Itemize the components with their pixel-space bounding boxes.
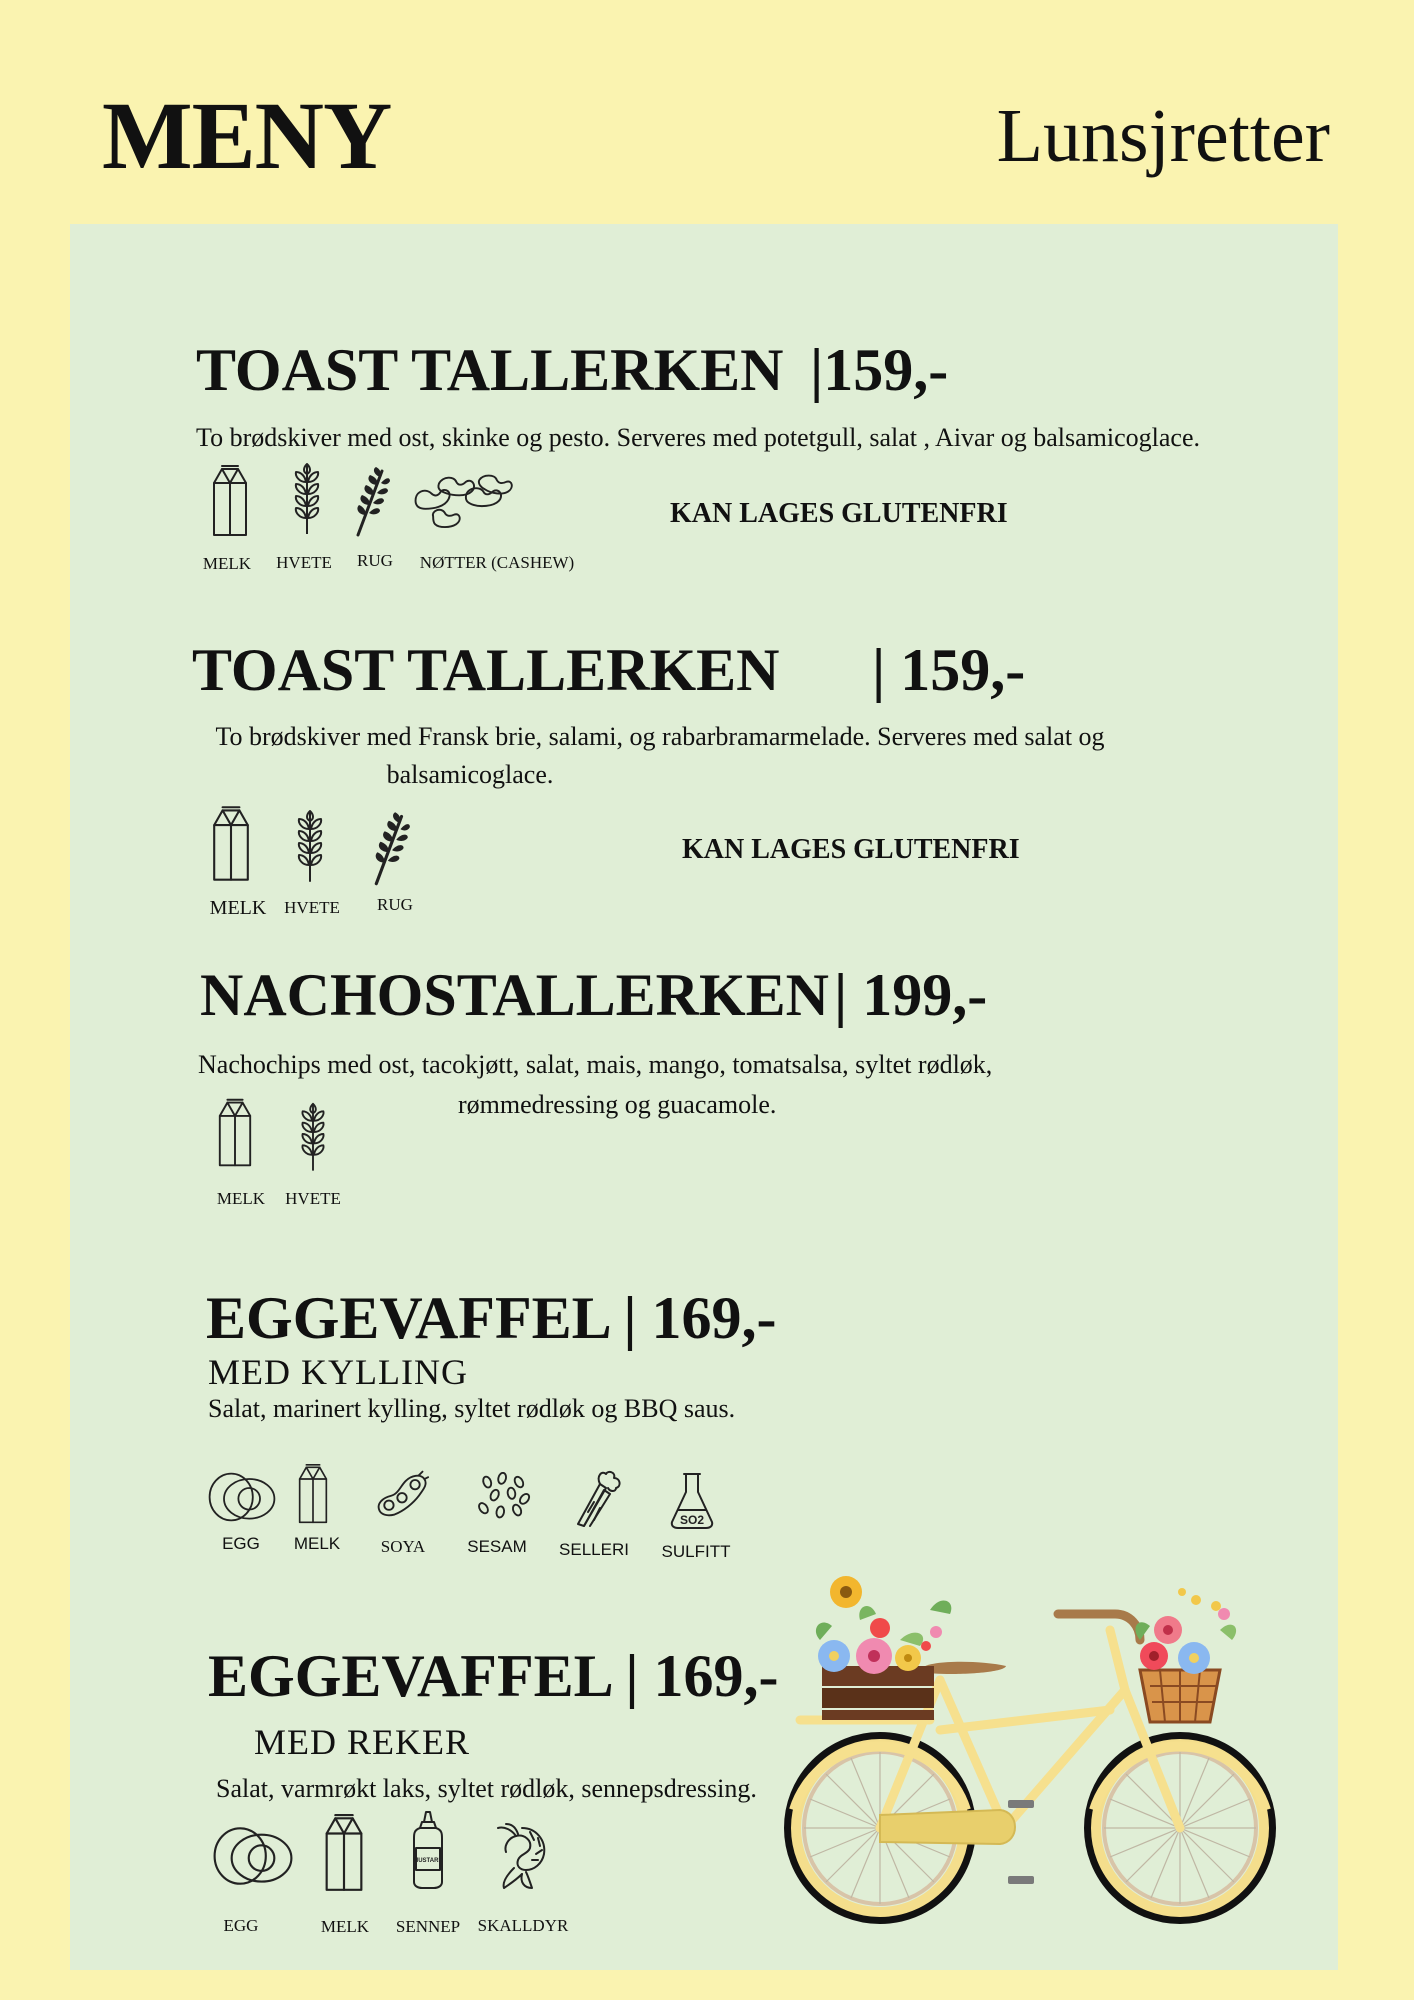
shrimp-icon (494, 1822, 550, 1894)
allergen-label: RUG (377, 895, 413, 914)
allergen-label: HVETE (285, 1189, 341, 1208)
allergen-label: EGG (223, 1916, 259, 1935)
milk-carton-icon (322, 1814, 366, 1892)
milk-carton-icon (296, 1464, 330, 1524)
dish-description: To brødskiver med Fransk brie, salami, og rabarbramarmelade. Serveres med salat og (215, 722, 1105, 751)
flower-crate (822, 1666, 934, 1720)
dish-description: balsamicoglace. (386, 760, 554, 789)
sulfite-symbol: SO2 (679, 1513, 705, 1527)
wheat-icon (296, 1096, 330, 1172)
allergen-label: HVETE (284, 898, 340, 917)
dish-price: |159,- (810, 337, 949, 403)
dish-description: Nachochips med ost, tacokjøtt, salat, mais, mango, tomatsalsa, syltet rødløk, (198, 1050, 993, 1079)
allergen-label: SELLERI (559, 1540, 629, 1559)
mustard-label: MUSTARD (413, 1858, 443, 1864)
sesame-icon (476, 1472, 532, 1522)
flowers-front (1135, 1588, 1236, 1674)
dish-subtitle: MED KYLLING (208, 1352, 468, 1392)
rye-icon (370, 810, 412, 886)
dish-price: | 199,- (834, 962, 988, 1028)
dish-price: | 169,- (625, 1643, 779, 1709)
allergen-label: SENNEP (395, 1917, 461, 1936)
allergen-label: MELK (293, 1534, 341, 1553)
milk-carton-icon (216, 1098, 254, 1168)
egg-icon (210, 1824, 296, 1888)
gluten-free-note: KAN LAGES GLUTENFRI (682, 834, 1020, 865)
milk-carton-icon (210, 465, 250, 537)
allergen-label: MELK (216, 1189, 266, 1208)
flowers-rear (816, 1576, 951, 1674)
allergen-label: MELK (320, 1917, 370, 1936)
dish-description: To brødskiver med ost, skinke og pesto. Serveres med potetgull, salat , Aivar og balsamicoglace. (196, 423, 1201, 452)
mustard-bottle-icon (408, 1810, 448, 1890)
dish-description: Salat, varmrøkt laks, syltet rødløk, sennepsdressing. (216, 1774, 757, 1803)
front-basket (1140, 1670, 1220, 1722)
celery-icon (572, 1468, 624, 1528)
dish-description: Salat, marinert kylling, syltet rødløk og BBQ saus. (208, 1394, 736, 1423)
allergen-label: MELK (209, 897, 267, 919)
allergen-label: EGG (222, 1534, 260, 1553)
cashew-icon (410, 474, 516, 532)
rye-icon (352, 465, 392, 537)
allergen-label: SOYA (380, 1537, 426, 1556)
egg-icon (206, 1470, 278, 1524)
dish-subtitle: MED REKER (254, 1722, 470, 1762)
allergen-label: RUG (357, 551, 393, 570)
dish-name: EGGEVAFFEL | 169,- (208, 1643, 779, 1709)
milk-carton-icon (210, 806, 252, 882)
sulfite-flask-icon (668, 1470, 716, 1530)
dish-price: | 159,- (872, 637, 1026, 703)
wheat-icon (292, 802, 328, 884)
dish-price: | 169,- (623, 1285, 777, 1351)
dish-name: TOAST TALLERKEN (192, 637, 780, 703)
gluten-free-note: KAN LAGES GLUTENFRI (670, 498, 1008, 529)
allergen-label: NØTTER (CASHEW) (419, 553, 575, 572)
allergen-label: HVETE (276, 553, 332, 572)
dish-description: rømmedressing og guacamole. (458, 1090, 777, 1119)
allergen-label: SULFITT (661, 1542, 731, 1561)
dish-name: EGGEVAFFEL | 169,- (206, 1285, 777, 1351)
allergen-label: SESAM (467, 1537, 527, 1556)
allergen-label: MELK (202, 554, 252, 573)
allergen-label: SKALLDYR (477, 1916, 569, 1935)
dish-name: TOAST TALLERKEN (196, 337, 784, 403)
dish-name: NACHOSTALLERKEN (200, 962, 830, 1028)
bicycle-illustration (780, 1570, 1280, 1935)
menu-title: MENY (102, 82, 392, 189)
wheat-icon (289, 458, 325, 534)
soy-icon (374, 1468, 430, 1520)
menu-subtitle: Lunsjretter (996, 94, 1330, 178)
